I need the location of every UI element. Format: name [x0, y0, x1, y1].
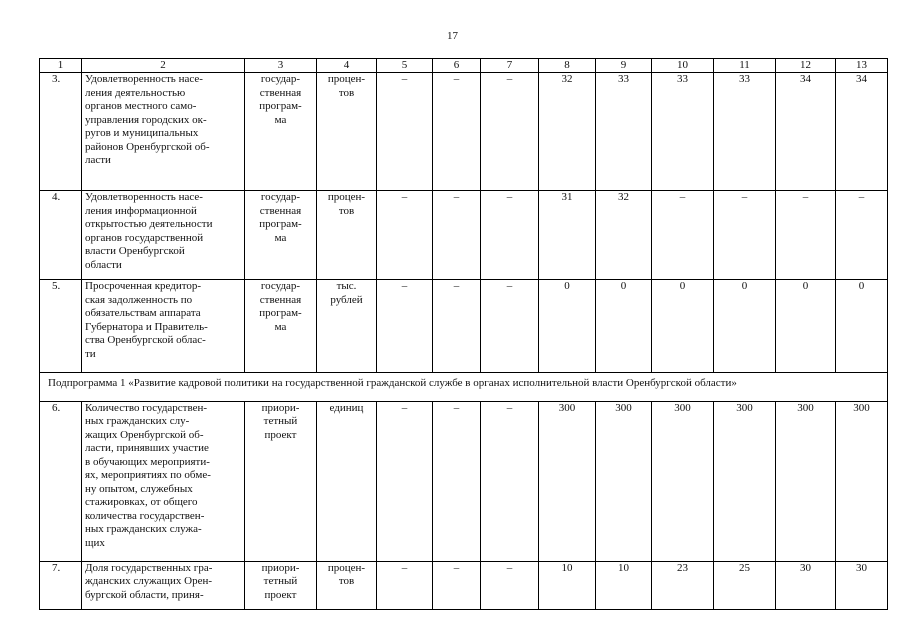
row-number-cell: 7.	[40, 561, 82, 609]
indicator-source-cell: приори- тетный проект	[245, 401, 317, 561]
value-cell: 34	[776, 73, 836, 191]
column-number-cell: 2	[82, 59, 245, 73]
value-cell: 34	[836, 73, 888, 191]
value-cell: 33	[596, 73, 652, 191]
table-row	[40, 401, 888, 561]
column-number-cell: 10	[652, 59, 714, 73]
value-cell: –	[836, 191, 888, 280]
value-cell: –	[377, 401, 433, 561]
value-cell: 300	[776, 401, 836, 561]
column-number-cell: 13	[836, 59, 888, 73]
column-number-cell: 12	[776, 59, 836, 73]
value-cell: –	[377, 73, 433, 191]
value-cell: –	[481, 561, 539, 609]
value-cell: 10	[596, 561, 652, 609]
value-cell: 300	[714, 401, 776, 561]
column-number-cell: 1	[40, 59, 82, 73]
column-number-cell: 3	[245, 59, 317, 73]
column-number-row	[40, 59, 888, 73]
unit-cell: тыс. рублей	[317, 280, 377, 373]
value-cell: –	[433, 401, 481, 561]
value-cell: 32	[596, 191, 652, 280]
value-cell: 33	[714, 73, 776, 191]
value-cell: –	[433, 561, 481, 609]
value-cell: –	[481, 191, 539, 280]
value-cell: –	[433, 73, 481, 191]
value-cell: 0	[596, 280, 652, 373]
value-cell: –	[481, 73, 539, 191]
column-number-cell: 4	[317, 59, 377, 73]
value-cell: 30	[836, 561, 888, 609]
indicator-source-cell: государ- ственная програм- ма	[245, 73, 317, 191]
value-cell: 0	[714, 280, 776, 373]
value-cell: 31	[539, 191, 596, 280]
subprogram-row	[40, 373, 888, 402]
value-cell: –	[481, 401, 539, 561]
column-number-cell: 7	[481, 59, 539, 73]
value-cell: 23	[652, 561, 714, 609]
value-cell: –	[433, 280, 481, 373]
value-cell: –	[377, 191, 433, 280]
value-cell: 25	[714, 561, 776, 609]
value-cell: –	[776, 191, 836, 280]
column-number-cell: 11	[714, 59, 776, 73]
value-cell: –	[377, 280, 433, 373]
table-row	[40, 561, 888, 609]
subprogram-title: Подпрограмма 1 «Развитие кадровой политики на государственной гражданской службе в органах исполнительной власти Оренбургской области»	[40, 373, 888, 402]
row-number-cell: 4.	[40, 191, 82, 280]
indicators-table	[39, 58, 888, 610]
value-cell: 0	[836, 280, 888, 373]
value-cell: 0	[776, 280, 836, 373]
row-number-cell: 6.	[40, 401, 82, 561]
value-cell: 300	[652, 401, 714, 561]
value-cell: 300	[836, 401, 888, 561]
value-cell: –	[481, 280, 539, 373]
value-cell: 30	[776, 561, 836, 609]
row-number-cell: 5.	[40, 280, 82, 373]
table-body	[40, 59, 888, 610]
column-number-cell: 8	[539, 59, 596, 73]
indicator-name-cell: Удовлетворенность насе- ления информационной открытостью деятельности органов государственной власти Оренбургской области	[82, 191, 245, 280]
value-cell: 0	[652, 280, 714, 373]
page-number: 17	[447, 30, 458, 42]
value-cell: 32	[539, 73, 596, 191]
column-number-cell: 5	[377, 59, 433, 73]
indicator-source-cell: государ- ственная програм- ма	[245, 280, 317, 373]
row-number-cell: 3.	[40, 73, 82, 191]
unit-cell: процен- тов	[317, 191, 377, 280]
indicator-name-cell: Количество государствен- ных гражданских слу- жащих Оренбургской об- ласти, принявших участие в обучающих мероприяти- ях, мероприятиях по обме- ну опытом, служебных стажировках, от общего количества государствен- ных гражданских служа- щих	[82, 401, 245, 561]
table-row	[40, 73, 888, 191]
table-row	[40, 191, 888, 280]
value-cell: –	[652, 191, 714, 280]
value-cell: 300	[539, 401, 596, 561]
unit-cell: процен- тов	[317, 73, 377, 191]
value-cell: 33	[652, 73, 714, 191]
table-row	[40, 280, 888, 373]
value-cell: –	[433, 191, 481, 280]
indicator-name-cell: Удовлетворенность насе- ления деятельностью органов местного само- управления городских ок- ругов и муниципальных районов Оренбургской об- ласти	[82, 73, 245, 191]
value-cell: 300	[596, 401, 652, 561]
value-cell: 0	[539, 280, 596, 373]
value-cell: –	[714, 191, 776, 280]
value-cell: 10	[539, 561, 596, 609]
column-number-cell: 6	[433, 59, 481, 73]
indicator-name-cell: Доля государственных гра- жданских служащих Орен- бургской области, приня-	[82, 561, 245, 609]
indicator-name-cell: Просроченная кредитор- ская задолженность по обязательствам аппарата Губернатора и Правитель- ства Оренбургской облас- ти	[82, 280, 245, 373]
column-number-cell: 9	[596, 59, 652, 73]
unit-cell: процен- тов	[317, 561, 377, 609]
indicator-source-cell: государ- ственная програм- ма	[245, 191, 317, 280]
indicator-source-cell: приори- тетный проект	[245, 561, 317, 609]
value-cell: –	[377, 561, 433, 609]
unit-cell: единиц	[317, 401, 377, 561]
